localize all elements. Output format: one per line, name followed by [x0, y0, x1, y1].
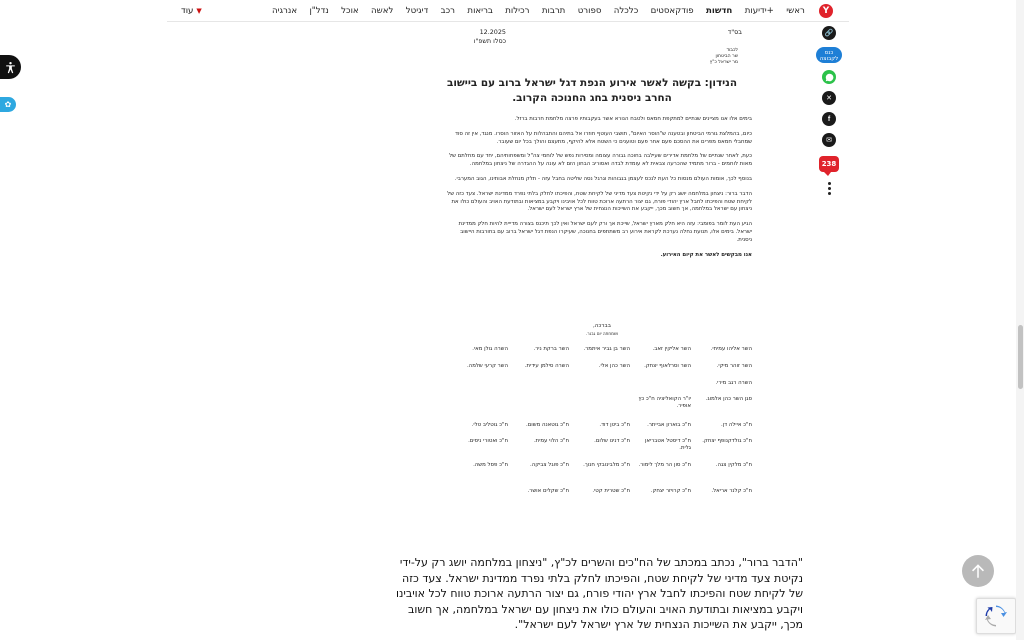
link-icon: 🔗 [824, 29, 834, 37]
letter-blessing-sub: ושמחתה יום גבנר. [585, 331, 619, 336]
article-paragraph: "הדבר ברור", נכתב במכתב של הח"כים והשרים לכ"ץ, "ניצחון במלחמה יושג רק על-ידי נקיטת צעד מדיני של לקיחת שטח, והפיכתו לחלק בלתי נפרד ממדינת ישראל. צעד כזה של לקיחת שטח והפיכתו לחבל ארץ יהודי פורח, גם יצור הרתעה ארוכת טווח לכל אויבינו ויקבע במציאות ובתודעת האויב והעולם כולו את ניצחון עם ישראל במלחמה, אך חשוב מכך, ייקבע את השייכות הנצחית של ארץ ישראל לעם ישראל". [395, 556, 803, 631]
nav-list [266, 6, 811, 16]
signature [452, 488, 508, 495]
recaptcha-icon [984, 604, 1008, 628]
signature: ח"כ פוגל צביקה. [530, 462, 569, 468]
signature [452, 396, 508, 410]
nav-item[interactable]: ספורט [577, 5, 602, 16]
x-share-button[interactable] [822, 91, 836, 105]
signature: ח"כ מלבינובקי חנוך. [583, 462, 630, 468]
signature-row [452, 488, 752, 495]
letter-paragraph: הגיע העת לומר בפומבי: עזה היא חלק מארץ ישראל, שייכת אך ורק לעם ישראל ואין לכך תיכנס בצורה מדייית להיות חלק ממדינת ישראל. בימים אלו, תנועת נחלה נערכת לקראת אירוע רב משתתפים בחנוכה, שעיקרו הנפת דגל ישראל ברוב עם בחורבות היישוב ניסנית. [458, 221, 752, 243]
copy-link-button[interactable] [822, 26, 836, 40]
signature [574, 396, 630, 410]
letter-subject [442, 76, 742, 106]
nav-item[interactable]: נדל"ן [309, 5, 329, 16]
letter-paragraph: כיום, בהמלצת גורמי הביטחון ובטענה ש"הוסר האיום", תושבי העוטף חוזרו אל בתיהם והתבהלות על האזור הוסרו. מנגד, אין זה סוד שמחבלי חמאס מפרים את ההסכם פעם אחר פעם וטוענים כי השטח אלא להיקף, מתעצם והולך בכל יום שעובר. [454, 130, 752, 145]
signature: ח"כ בוארון אבייתר. [647, 422, 691, 428]
signature: ח"כ פסל משה. [473, 462, 508, 468]
signature-row [452, 380, 752, 387]
nav-item[interactable]: אנרגיה [271, 5, 298, 16]
signature: ח"כ דיסטל אטבריאן גלית. [644, 438, 691, 451]
letter-paragraph: בנוסף לכך, אומות העולם מנסות כל העת לנכס לעצמן בגבוהות וגרגל נסה שליטה בחבל עזה - תלק מנחלת אבותינו, הגוב המערבי. [454, 175, 752, 182]
scrollbar-thumb[interactable] [1018, 325, 1023, 389]
nav-more-label: עוד [181, 5, 194, 16]
letter-body [444, 116, 752, 266]
widget-icon: ✿ [4, 100, 12, 109]
signature: ח"כ מלקין צגה. [715, 462, 752, 468]
nav-item[interactable]: כלכלה [613, 5, 639, 16]
signature-row [452, 363, 752, 370]
signature: ח"כ דנינו שלום. [594, 438, 630, 444]
signature: השר וסרלאוף יצחק. [644, 363, 691, 369]
nav-item[interactable]: תרבות [541, 5, 566, 16]
letter-recipient-line: מר ישראל כ"ץ [709, 60, 738, 65]
share-column [815, 26, 843, 195]
more-icon [828, 182, 831, 185]
top-nav [167, 0, 849, 22]
signature: ח"כ קלנר אריאל. [711, 488, 752, 494]
signature: ח"כ איילה דן. [720, 422, 752, 428]
whatsapp-share-button[interactable] [822, 70, 836, 84]
accessibility-button[interactable] [0, 55, 21, 79]
signature: ח"כ סון הר מלך לימור. [638, 462, 691, 468]
nav-item[interactable]: בריאות [467, 5, 493, 16]
letter-paragraph: בימים אלו אנו מציינים שנתיים למתקפת חמאס ולטבח הנורא אשר בעקבותיו פרצה מלחמת חרבות ברזל. [514, 116, 752, 122]
facebook-icon: f [827, 115, 831, 123]
signature-row [452, 422, 752, 429]
letter-document [440, 26, 764, 506]
signature: ח"כ גוטליב טלי. [471, 422, 508, 428]
signature: ח"כ הלוי עמית. [533, 438, 569, 444]
signature: השר אליהו עמיחי. [710, 346, 752, 352]
letter-date-greg: 12.2025 [479, 28, 506, 36]
arrow-up-icon [969, 562, 987, 580]
signature: השר כהן אלי. [598, 363, 630, 369]
signature: ח"כ ביטן דוד. [599, 422, 630, 428]
comments-button[interactable] [819, 156, 839, 172]
signature: השר קרעי שלמה. [466, 363, 508, 369]
signature-row [452, 346, 752, 353]
site-logo[interactable]: Y [819, 4, 833, 18]
signature: השרה סילמן עידית. [524, 363, 569, 369]
letter-blessing [440, 323, 764, 337]
nav-item[interactable]: ראשי [786, 5, 805, 16]
chevron-down-icon: ▼ [196, 6, 202, 15]
join-group-button[interactable] [816, 47, 842, 63]
signature: ח"כ גוטאנה משום. [526, 422, 569, 428]
signature: השר ברקת ניר. [533, 346, 569, 352]
letter-bsd: בס"ד [727, 28, 742, 36]
signature [513, 396, 569, 410]
signature: ח"כ שטרית קטי. [592, 488, 630, 494]
more-options-button[interactable] [828, 182, 831, 195]
letter-paragraph: הדבר ברור: ניצחון במלחמה יושג רק על ידי נקיטת צעד מדיני של לקיחת שטח, והפיכתו לחלק בלתי נפרד ממדינת ישראל. צעד כזה של לקיחת שטח והפיכתו לחבל ארץ יהודי פורח, גם יצור הרתעה ארוכת טווח לכל אויבינו ויקבע במציאות ובתודעת האויב והעולם כולו את ניצחון עם ישראל במלחמה, אך חשוב מכך, ייקבע את השייכות הנצחית של ארץ ישראל לעם ישראל. [447, 190, 752, 213]
widget-button[interactable] [0, 97, 16, 112]
signature: ח"כ גולדקנופף יצחק. [702, 438, 752, 444]
letter-request: אנו מבקשים לאשר את קיום האירוע. [660, 251, 752, 258]
nav-item[interactable]: רכב [440, 5, 456, 16]
letter-date [456, 28, 506, 46]
signature: ח"כ ואטורי ניסים. [468, 438, 508, 444]
recaptcha-badge[interactable] [976, 598, 1016, 634]
signature: ח"כ קרויזר יצחק. [650, 488, 691, 494]
signature [635, 380, 691, 387]
letter-recipient-line: לכבוד [726, 48, 738, 53]
letter-blessing-text: בברכה, [592, 323, 612, 329]
email-share-button[interactable] [822, 133, 836, 147]
signature: השרה רגב מירי. [715, 380, 752, 386]
nav-item[interactable]: דיגיטל [405, 5, 429, 16]
facebook-share-button[interactable] [822, 112, 836, 126]
signature [452, 380, 508, 387]
letter-recipient [710, 48, 738, 66]
nav-item[interactable]: אוכל [341, 5, 359, 16]
signature-row [452, 462, 752, 469]
letter-recipient-line: שר הביטחון [715, 54, 738, 59]
signature: השרה גולן מאי. [472, 346, 508, 352]
letter-paragraph: כעת, לאחר שנתיים של מלחמת אדירים שעילבה בחוכה גבורה עצומה ומסירות נפש של לוחמי צה"ל ומשפחותיהם, יחד עם מחלתם של מאות לוחמים - ברור מתמיד שהכרעה צבאית לא עומדת לבדה ואסוריב הבחון הזם לא עונה על ההגדרה של ניצחון במלחמה. [449, 153, 752, 168]
nav-item[interactable]: רכילות [505, 5, 530, 16]
signature [574, 380, 630, 387]
signature [513, 380, 569, 387]
x-icon: ✕ [826, 94, 832, 102]
signature-row [452, 438, 752, 452]
signature: השר זוהר מיקי. [716, 363, 752, 369]
comments-count: 238 [821, 160, 837, 168]
nav-more-button[interactable] [177, 6, 202, 16]
email-icon: ✉ [826, 136, 832, 144]
nav-item[interactable]: לאשה [371, 5, 394, 16]
scrollbar-track[interactable] [1016, 0, 1024, 640]
join-group-label: כנס לקבוצה [819, 49, 839, 62]
signature: השר בן גביר איתמר. [583, 346, 630, 352]
nav-item[interactable]: חדשות [706, 5, 733, 16]
nav-item[interactable]: ידיעות+ [744, 5, 774, 16]
letter-subject-line1: הנידון: בקשה לאשר אירוע הנפת דגל ישראל ברוב עם ביישוב [447, 77, 737, 89]
letter-date-heb: כסלו תשפ"ו [473, 37, 506, 45]
signature: יו"ר הקואליציה ח"כ כץ אופיר. [638, 396, 691, 409]
letter-subject-line2: החרב ניסנית בחג החנוכה הקרוב. [512, 92, 672, 104]
signature: סגן השר כהן אלמוג. [705, 396, 752, 402]
signature-row [452, 396, 752, 410]
signature: ח"כ שקלים אושר. [527, 488, 569, 494]
signature: השר אליקין זאב. [652, 346, 691, 352]
nav-item[interactable]: פודקאסטים [650, 5, 694, 16]
accessibility-icon [4, 61, 17, 74]
whatsapp-icon [825, 73, 834, 82]
back-to-top-button[interactable] [962, 555, 994, 587]
